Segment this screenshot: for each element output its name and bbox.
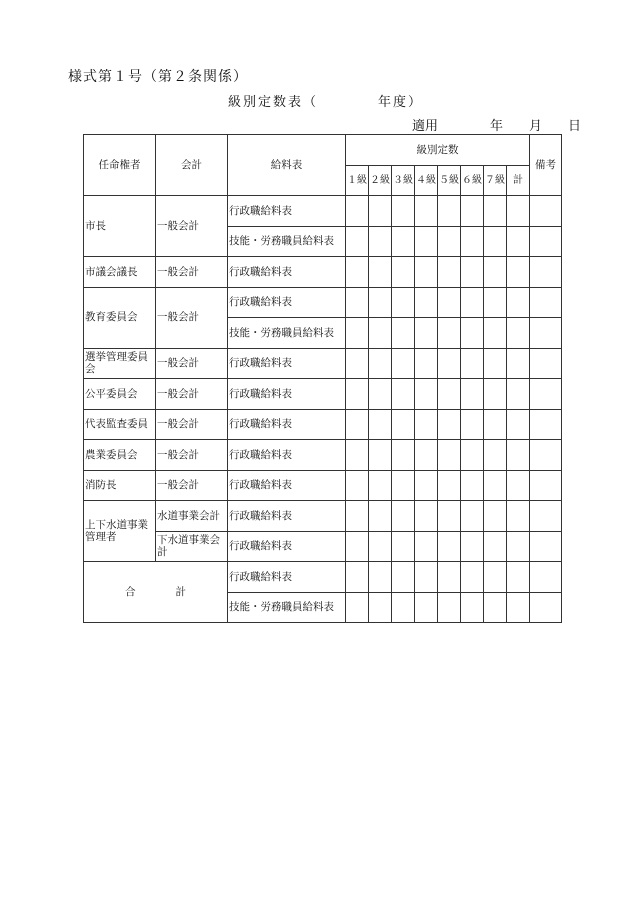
remarks-cell[interactable] <box>530 257 562 288</box>
header-level-8: 計 <box>507 165 530 196</box>
quota-cell[interactable] <box>415 409 438 440</box>
salary-table-cell: 行政職給料表 <box>228 257 346 288</box>
quota-cell[interactable] <box>438 592 461 623</box>
quota-cell[interactable] <box>438 379 461 410</box>
quota-cell[interactable] <box>507 440 530 471</box>
appointer-cell: 市長 <box>84 196 156 257</box>
quota-cell[interactable] <box>346 257 369 288</box>
quota-cell[interactable] <box>438 470 461 501</box>
quota-cell[interactable] <box>369 562 392 593</box>
account-cell: 一般会計 <box>156 440 228 471</box>
quota-cell[interactable] <box>438 196 461 227</box>
quota-cell[interactable] <box>438 409 461 440</box>
header-level-7: ７級 <box>484 165 507 196</box>
quota-cell[interactable] <box>484 592 507 623</box>
table-row <box>84 379 562 410</box>
quota-cell[interactable] <box>507 287 530 318</box>
remarks-cell[interactable] <box>530 196 562 227</box>
quota-cell[interactable] <box>392 592 415 623</box>
quota-cell[interactable] <box>369 348 392 379</box>
quota-cell[interactable] <box>484 257 507 288</box>
quota-cell[interactable] <box>392 226 415 257</box>
salary-table-cell: 行政職給料表 <box>228 379 346 410</box>
quota-cell[interactable] <box>507 409 530 440</box>
quota-cell[interactable] <box>369 409 392 440</box>
quota-cell[interactable] <box>484 531 507 562</box>
quota-cell[interactable] <box>507 379 530 410</box>
quota-cell[interactable] <box>484 226 507 257</box>
quota-cell[interactable] <box>369 226 392 257</box>
quota-cell[interactable] <box>392 470 415 501</box>
header-remarks: 備考 <box>530 135 562 196</box>
table-body <box>84 196 562 623</box>
remarks-cell[interactable] <box>530 440 562 471</box>
quota-cell[interactable] <box>484 409 507 440</box>
table-row <box>84 196 562 227</box>
appointer-cell: 公平委員会 <box>84 379 156 410</box>
quota-cell[interactable] <box>369 592 392 623</box>
quota-cell[interactable] <box>415 592 438 623</box>
quota-cell[interactable] <box>369 196 392 227</box>
total-label <box>84 562 228 623</box>
quota-cell[interactable] <box>369 501 392 532</box>
quota-cell[interactable] <box>346 379 369 410</box>
quota-cell[interactable] <box>392 531 415 562</box>
quota-cell[interactable] <box>392 318 415 349</box>
quota-cell[interactable] <box>507 592 530 623</box>
quota-cell[interactable] <box>346 440 369 471</box>
header-account: 会計 <box>156 135 228 196</box>
quota-cell[interactable] <box>507 562 530 593</box>
quota-cell[interactable] <box>507 226 530 257</box>
quota-cell[interactable] <box>461 440 484 471</box>
quota-cell[interactable] <box>415 318 438 349</box>
quota-cell[interactable] <box>484 196 507 227</box>
header-level-1: １級 <box>346 165 369 196</box>
salary-table-cell: 行政職給料表 <box>228 440 346 471</box>
table-row <box>84 440 562 471</box>
account-cell: 一般会計 <box>156 379 228 410</box>
quota-cell[interactable] <box>461 409 484 440</box>
applied-date: 適用 年 月 日 <box>412 119 582 134</box>
quota-cell[interactable] <box>392 257 415 288</box>
quota-cell[interactable] <box>415 287 438 318</box>
quota-cell[interactable] <box>415 257 438 288</box>
quota-cell[interactable] <box>507 470 530 501</box>
quota-cell[interactable] <box>346 562 369 593</box>
quota-cell[interactable] <box>369 440 392 471</box>
appointer-cell: 選挙管理委員会 <box>84 348 156 379</box>
quota-cell[interactable] <box>484 318 507 349</box>
quota-cell[interactable] <box>392 287 415 318</box>
salary-table-cell: 技能・労務職員給料表 <box>228 226 346 257</box>
remarks-cell[interactable] <box>530 348 562 379</box>
appointer-cell: 代表監査委員 <box>84 409 156 440</box>
account-cell: 一般会計 <box>156 287 228 348</box>
quota-cell[interactable] <box>369 318 392 349</box>
table-row <box>84 287 562 318</box>
quota-cell[interactable] <box>415 501 438 532</box>
quota-cell[interactable] <box>507 531 530 562</box>
account-cell: 下水道事業会計 <box>156 531 228 562</box>
appointer-cell: 市議会議長 <box>84 257 156 288</box>
table-row <box>84 470 562 501</box>
quota-cell[interactable] <box>461 501 484 532</box>
form-number: 様式第１号（第２条関係） <box>68 69 248 85</box>
quota-cell[interactable] <box>438 318 461 349</box>
header-level-3: ３級 <box>392 165 415 196</box>
header-level-2: ２級 <box>369 165 392 196</box>
quota-cell[interactable] <box>392 348 415 379</box>
quota-cell[interactable] <box>484 379 507 410</box>
quota-cell[interactable] <box>415 440 438 471</box>
quota-cell[interactable] <box>415 562 438 593</box>
remarks-cell[interactable] <box>530 470 562 501</box>
appointer-cell: 農業委員会 <box>84 440 156 471</box>
quota-cell[interactable] <box>461 562 484 593</box>
quota-cell[interactable] <box>507 348 530 379</box>
account-cell: 一般会計 <box>156 196 228 257</box>
quota-cell[interactable] <box>415 470 438 501</box>
quota-cell[interactable] <box>415 531 438 562</box>
quota-cell[interactable] <box>461 592 484 623</box>
quota-cell[interactable] <box>438 287 461 318</box>
quota-cell[interactable] <box>484 562 507 593</box>
remarks-cell[interactable] <box>530 287 562 318</box>
quota-cell[interactable] <box>415 196 438 227</box>
quota-cell[interactable] <box>415 379 438 410</box>
salary-table-cell: 行政職給料表 <box>228 409 346 440</box>
quota-cell[interactable] <box>438 531 461 562</box>
quota-cell[interactable] <box>369 531 392 562</box>
quota-cell[interactable] <box>484 348 507 379</box>
quota-cell[interactable] <box>392 440 415 471</box>
quota-cell[interactable] <box>484 470 507 501</box>
remarks-cell[interactable] <box>530 318 562 349</box>
quota-cell[interactable] <box>507 196 530 227</box>
total-label-left: 合 <box>125 585 136 598</box>
quota-cell[interactable] <box>392 562 415 593</box>
total-label-right: 計 <box>175 585 186 598</box>
quota-cell[interactable] <box>346 318 369 349</box>
account-cell: 一般会計 <box>156 470 228 501</box>
account-cell: 一般会計 <box>156 257 228 288</box>
salary-table-cell: 行政職給料表 <box>228 531 346 562</box>
salary-table-cell: 技能・労務職員給料表 <box>228 592 346 623</box>
salary-table-cell: 行政職給料表 <box>228 287 346 318</box>
quota-cell[interactable] <box>438 348 461 379</box>
quota-cell[interactable] <box>461 226 484 257</box>
account-cell: 一般会計 <box>156 409 228 440</box>
quota-cell[interactable] <box>507 318 530 349</box>
account-cell: 水道事業会計 <box>156 501 228 532</box>
remarks-cell[interactable] <box>530 379 562 410</box>
quota-cell[interactable] <box>484 440 507 471</box>
grade-quota-table <box>83 134 562 623</box>
quota-cell[interactable] <box>392 501 415 532</box>
quota-cell[interactable] <box>415 226 438 257</box>
appointer-cell: 教育委員会 <box>84 287 156 348</box>
salary-table-cell: 技能・労務職員給料表 <box>228 318 346 349</box>
quota-cell[interactable] <box>484 501 507 532</box>
quota-cell[interactable] <box>369 287 392 318</box>
table-row <box>84 348 562 379</box>
quota-cell[interactable] <box>461 531 484 562</box>
quota-cell[interactable] <box>346 501 369 532</box>
quota-cell[interactable] <box>346 348 369 379</box>
quota-cell[interactable] <box>346 531 369 562</box>
remarks-cell[interactable] <box>530 409 562 440</box>
quota-cell[interactable] <box>461 196 484 227</box>
header-appointer: 任命権者 <box>84 135 156 196</box>
account-cell: 一般会計 <box>156 348 228 379</box>
quota-cell[interactable] <box>438 257 461 288</box>
quota-cell[interactable] <box>461 287 484 318</box>
quota-cell[interactable] <box>346 226 369 257</box>
remarks-cell[interactable] <box>530 501 562 532</box>
quota-cell[interactable] <box>346 287 369 318</box>
quota-cell[interactable] <box>369 379 392 410</box>
table-row <box>84 501 562 532</box>
total-row <box>84 562 562 593</box>
header-level-5: ５級 <box>438 165 461 196</box>
table-row <box>84 409 562 440</box>
quota-cell[interactable] <box>438 440 461 471</box>
remarks-cell[interactable] <box>530 226 562 257</box>
quota-cell[interactable] <box>461 257 484 288</box>
table-row <box>84 257 562 288</box>
quota-cell[interactable] <box>346 592 369 623</box>
quota-cell[interactable] <box>507 501 530 532</box>
quota-cell[interactable] <box>346 196 369 227</box>
quota-cell[interactable] <box>461 470 484 501</box>
salary-table-cell: 行政職給料表 <box>228 348 346 379</box>
quota-cell[interactable] <box>369 257 392 288</box>
quota-cell[interactable] <box>461 318 484 349</box>
quota-cell[interactable] <box>392 196 415 227</box>
quota-cell[interactable] <box>484 287 507 318</box>
remarks-cell[interactable] <box>530 562 562 593</box>
salary-table-cell: 行政職給料表 <box>228 501 346 532</box>
quota-cell[interactable] <box>392 409 415 440</box>
quota-cell[interactable] <box>461 348 484 379</box>
quota-cell[interactable] <box>346 470 369 501</box>
quota-cell[interactable] <box>392 379 415 410</box>
quota-cell[interactable] <box>438 226 461 257</box>
header-level-6: ６級 <box>461 165 484 196</box>
header-salary-table: 給料表 <box>228 135 346 196</box>
remarks-cell[interactable] <box>530 592 562 623</box>
appointer-cell: 上下水道事業管理者 <box>84 501 156 562</box>
table-title: 級別定数表（ 年度） <box>228 95 424 110</box>
quota-cell[interactable] <box>346 409 369 440</box>
salary-table-cell: 行政職給料表 <box>228 562 346 593</box>
quota-cell[interactable] <box>438 562 461 593</box>
quota-cell[interactable] <box>369 470 392 501</box>
header-level-4: ４級 <box>415 165 438 196</box>
quota-cell[interactable] <box>507 257 530 288</box>
quota-cell[interactable] <box>438 501 461 532</box>
table-row <box>84 531 562 562</box>
remarks-cell[interactable] <box>530 531 562 562</box>
header-grade-quota: 級別定数 <box>346 135 530 166</box>
salary-table-cell: 行政職給料表 <box>228 470 346 501</box>
quota-cell[interactable] <box>415 348 438 379</box>
quota-cell[interactable] <box>461 379 484 410</box>
salary-table-cell: 行政職給料表 <box>228 196 346 227</box>
appointer-cell: 消防長 <box>84 470 156 501</box>
